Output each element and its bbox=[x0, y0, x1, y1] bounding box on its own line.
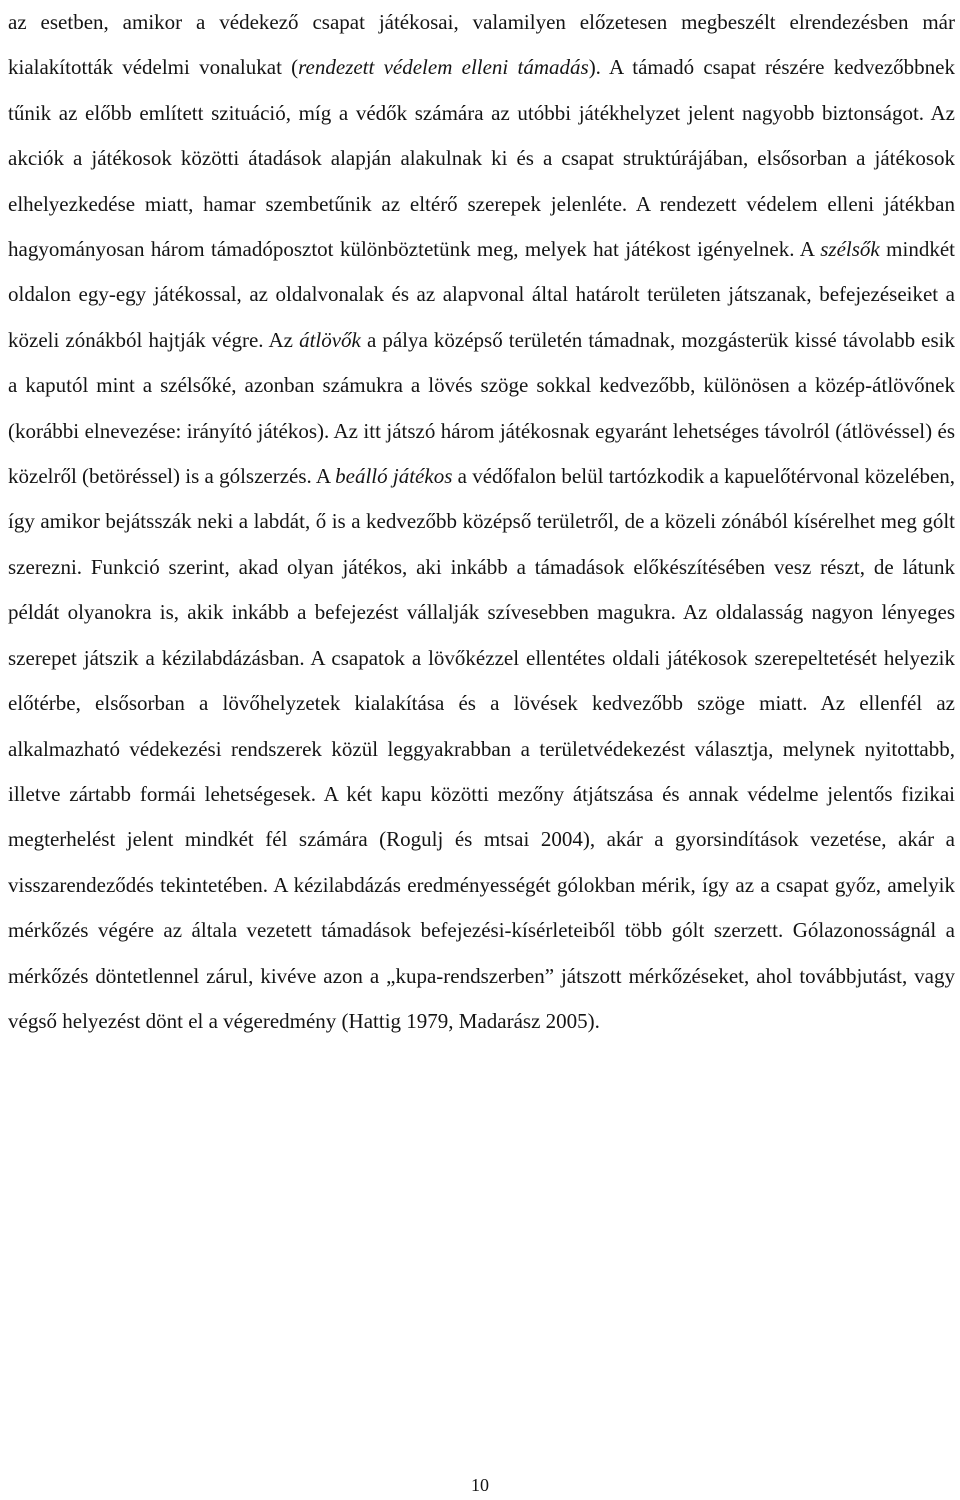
body-paragraph bbox=[8, 0, 955, 1044]
italic-term-backcourt: átlövők bbox=[299, 327, 361, 352]
text-segment: a védőfalon belül tartózkodik a kapuelőtérvonal közelében, így amikor bejátsszák neki a labdát, ő is a kedvezőbb középső területről, de a közeli zónából kísérelhet meg gólt szerezni. Funkció szerint, akad olyan játékos, aki inkább a támadások előkészítésében vesz részt, de látunk példát olyanokra is, akik inkább a befejezést vállalják szívesebben magukra. Az oldalasság nagyon lényeges szerepet játszik a kézilabdázásban. A csapatok a lövőkézzel ellentétes oldali játékosok szerepeltetését helyezik előtérbe, elsősorban a lövőhelyzetek kialakítása és a lövések kedvezőbb szöge miatt. Az ellenfél az alkalmazható védekezési rendszerek közül leggyakrabban a területvédekezést választja, melynek nyitottabb, illetve zártabb formái lehetségesek. A két kapu közötti mezőny átjátszása és annak védelme jelentős fizikai megterhelést jelent mindkét fél számára (Rogulj és mtsai 2004), akár a gyorsindítások vezetése, akár a visszarendeződés tekintetében. A kézilabdázás eredményességét gólokban mérik, így az a csapat győz, amelyik mérkőzés végére az általa vezetett támadások befejezési-kísérleteiből több gólt szerzett. Gólazonosságnál a mérkőzés döntetlennel zárul, kivéve azon a „kupa-rendszerben” játszott mérkőzéseket, ahol továbbjutást, vagy végső helyezést dönt el a végeredmény (Hattig 1979, Madarász 2005). bbox=[8, 464, 956, 1033]
text-segment: a pálya középső területén támadnak, mozgásterük kissé távolabb esik a kaputól mint a szélsőké, azonban számukra a lövés szöge sokkal kedvezőbb, különösen a közép-átlövőnek (korábbi elnevezése: irányító játékos). Az itt játszó három játékosnak egyaránt lehetséges távolról (átlövéssel) és közelről (betöréssel) is a gólszerzés. A bbox=[8, 327, 955, 489]
page-number: 10 bbox=[471, 1475, 489, 1495]
text-segment: az esetben, amikor a védekező csapat játékosai, valamilyen előzetesen megbeszélt elrendezésben már kialakították védelmi vonalukat ( bbox=[8, 10, 955, 80]
text-segment: ). A támadó csapat részére kedvezőbbnek tűnik az előbb említett szituáció, míg a védők számára az utóbbi játékhelyzet jelent nagyobb biztonságot. Az akciók a játékosok közötti átadások alapján alakulnak ki és a csapat struktúrájában, elsősorban a játékosok elhelyezkedése miatt, hamar szembetűnik az eltérő szerepek jelenléte. A rendezett védelem elleni játékban hagyományosan három támadóposztot különböztetünk meg, melyek hat játékost igényelnek. A bbox=[8, 55, 955, 262]
italic-term-wingers: szélsők bbox=[820, 237, 880, 262]
italic-term: rendezett védelem elleni támadás bbox=[298, 55, 589, 80]
italic-term-pivot: beálló játékos bbox=[335, 464, 453, 489]
text-segment: mindkét oldalon egy-egy játékossal, az oldalvonalak és az alapvonal által határolt területen játszanak, befejezéseiket a közeli zónákból hajtják végre. Az bbox=[8, 237, 955, 352]
document-page bbox=[8, 0, 955, 1044]
